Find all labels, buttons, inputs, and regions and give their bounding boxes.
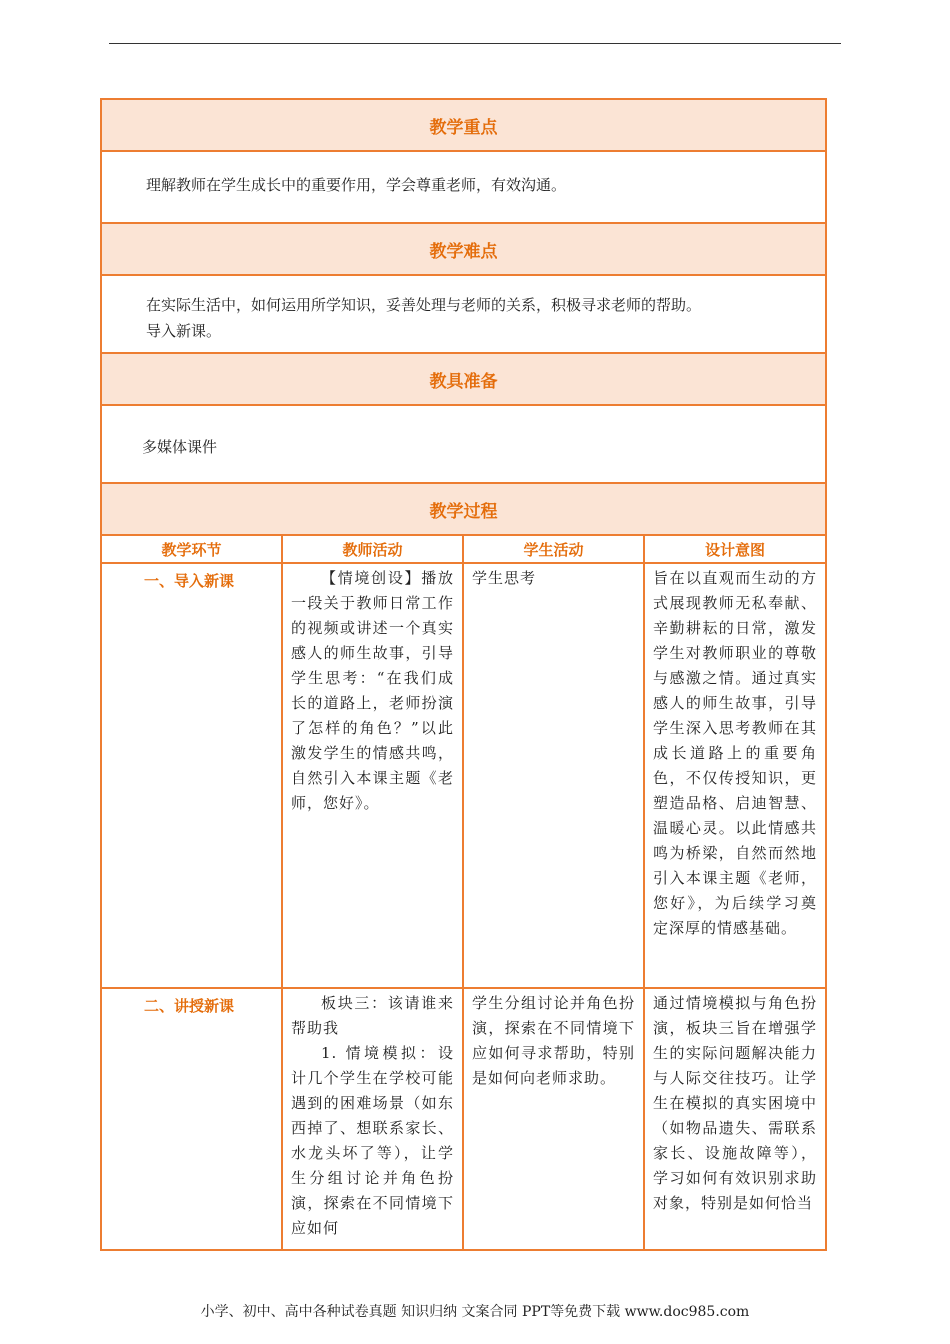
- teacher-activity-cell: [282, 988, 463, 1250]
- teacher-activity-text: 板块三：该请谁来帮助我: [291, 994, 454, 1037]
- prep-heading: 教具准备: [101, 353, 826, 405]
- focus-content: 理解教师在学生成长中的重要作用，学会尊重老师，有效沟通。: [101, 151, 826, 223]
- design-intent-text: 旨在以直观而生动的方式展现教师无私奉献、辛勤耕耘的日常，激发学生对教师职业的尊敬与感激之情。通过真实感人的师生故事，引导学生深入思考教师在其成长道路上的重要角色，不仅传授知识，更塑造品格、启迪智慧、温暖心灵。以此情感共鸣为桥梁，自然而然地引入本课主题《老师，您好》，为后续学习奠定深厚的情感基础。: [653, 569, 817, 937]
- page-footer: 小学、初中、高中各种试卷真题 知识归纳 文案合同 PPT等免费下载 www.doc985.com: [200, 1304, 750, 1320]
- header-rule: [109, 43, 841, 44]
- difficulty-line-2: 导入新课。: [146, 322, 222, 340]
- difficulty-content: [101, 275, 826, 353]
- stage-cell: 一、导入新课: [101, 563, 282, 988]
- column-header-stage: 教学环节: [101, 535, 282, 563]
- column-header-teacher: 教师活动: [282, 535, 463, 563]
- teacher-activity-cell: [282, 563, 463, 988]
- difficulty-heading: 教学难点: [101, 223, 826, 275]
- column-header-student: 学生活动: [463, 535, 644, 563]
- design-intent-cell: [644, 988, 826, 1250]
- teacher-activity-text: 【情境创设】播放一段关于教师日常工作的视频或讲述一个真实感人的师生故事，引导学生思考：“在我们成长的道路上，老师扮演了怎样的角色？”以此激发学生的情感共鸣，自然引入本课主题《老师，您好》。: [291, 569, 454, 812]
- stage-cell: 二、讲授新课: [101, 988, 282, 1250]
- design-intent-cell: [644, 563, 826, 988]
- process-heading: 教学过程: [101, 483, 826, 535]
- student-activity-cell: [463, 563, 644, 988]
- design-intent-text: 通过情境模拟与角色扮演，板块三旨在增强学生的实际问题解决能力与人际交往技巧。让学生在模拟的真实困境中（如物品遗失、需联系家长、设施故障等），学习如何有效识别求助对象，特别是如何恰当: [653, 994, 817, 1212]
- lesson-plan-table: [100, 98, 827, 1251]
- prep-content: 多媒体课件: [101, 405, 826, 483]
- student-activity-cell: [463, 988, 644, 1250]
- student-activity-text: 学生思考: [472, 569, 537, 587]
- student-activity-text: 学生分组讨论并角色扮演，探索在不同情境下应如何寻求帮助，特别是如何向老师求助。: [472, 994, 635, 1087]
- table-row: [101, 563, 826, 988]
- table-row: [101, 988, 826, 1250]
- teacher-activity-text: 1. 情境模拟：设计几个学生在学校可能遇到的困难场景（如东西掉了、想联系家长、水龙头坏了等），让学生分组讨论并角色扮演，探索在不同情境下应如何: [291, 1044, 454, 1237]
- column-header-intent: 设计意图: [644, 535, 826, 563]
- difficulty-line-1: 在实际生活中，如何运用所学知识，妥善处理与老师的关系，积极寻求老师的帮助。: [146, 296, 702, 314]
- focus-heading: 教学重点: [101, 99, 826, 151]
